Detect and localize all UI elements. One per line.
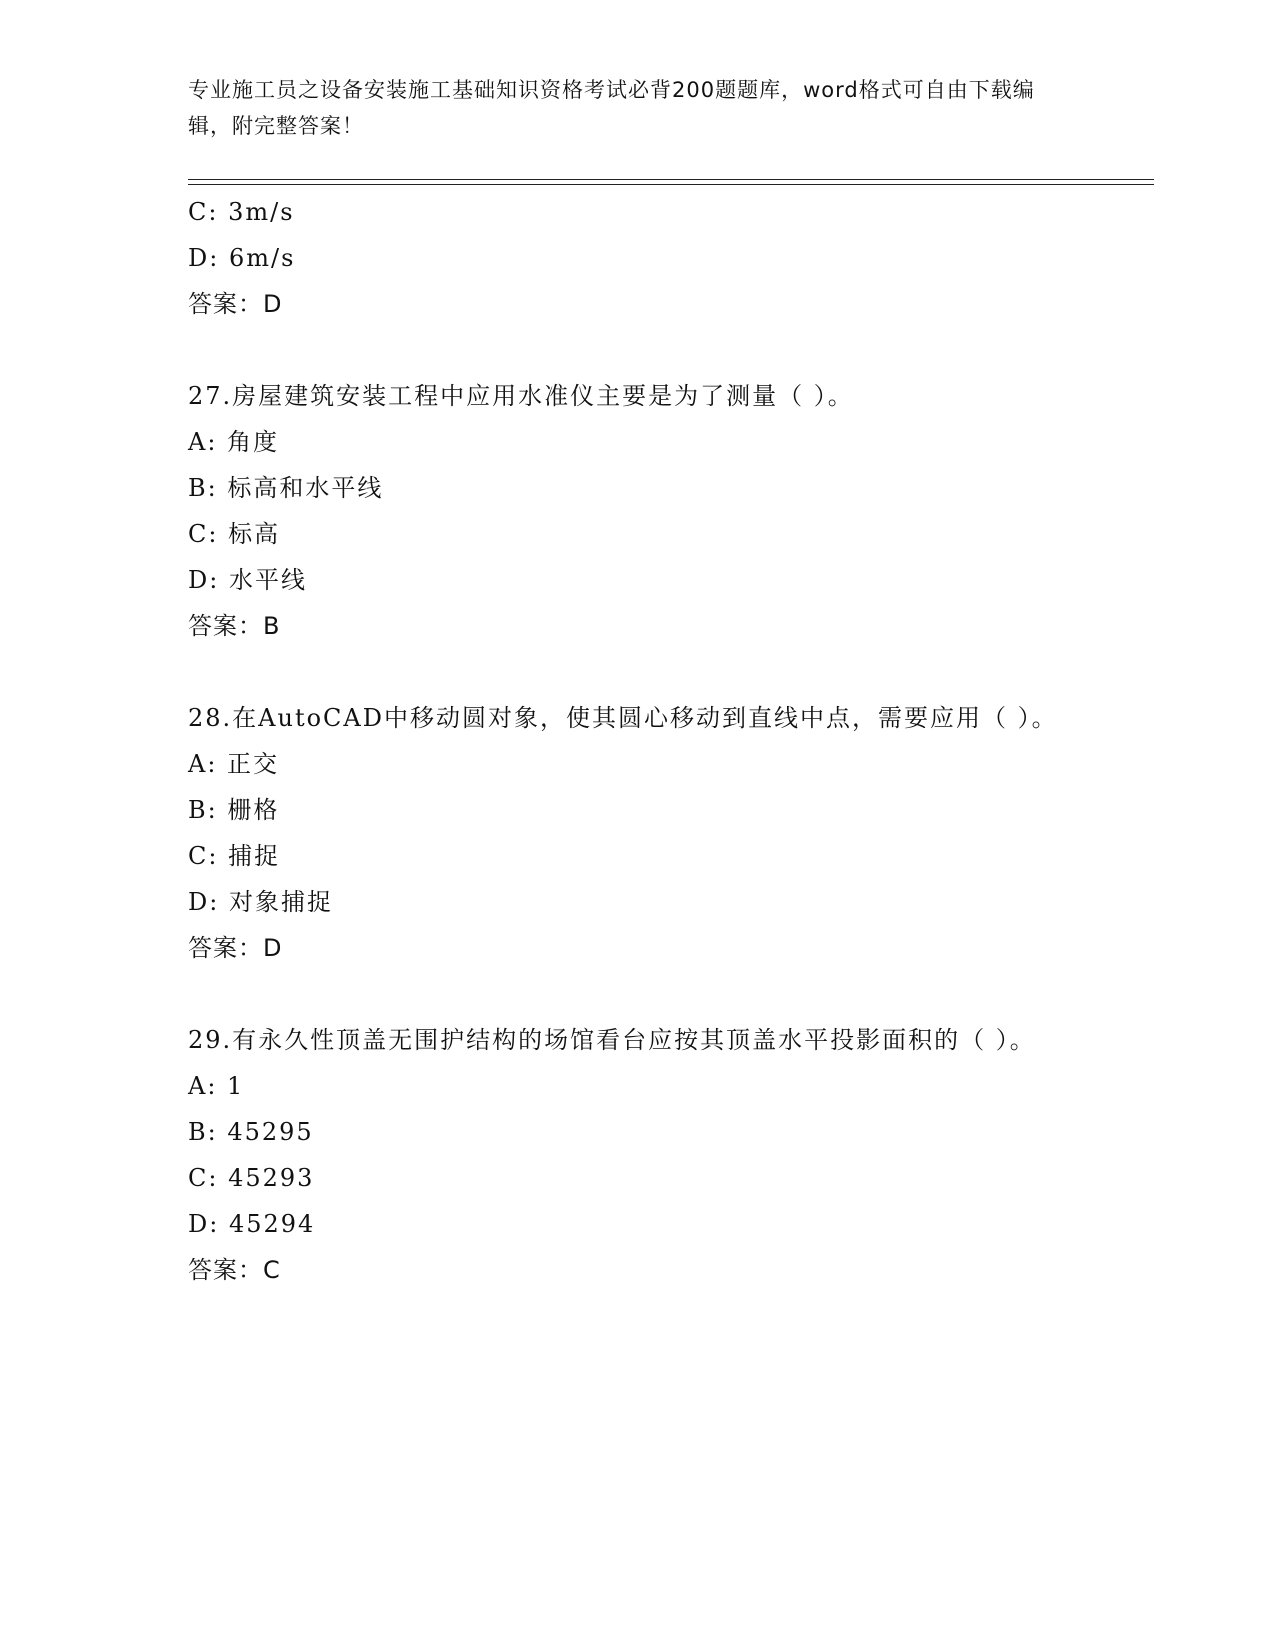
option-c: C: 45293 xyxy=(188,1164,315,1192)
question-stem: 29.有永久性顶盖无围护结构的场馆看台应按其顶盖水平投影面积的（ ）。 xyxy=(188,1026,1036,1054)
question-26-tail xyxy=(188,189,1088,327)
option-a: A: 1 xyxy=(188,1072,245,1100)
header-divider-top xyxy=(188,179,1154,180)
answer-label: 答案：C xyxy=(188,1256,281,1284)
option-d: D: 45294 xyxy=(188,1210,316,1238)
answer-label: 答案：D xyxy=(188,934,283,962)
option-b: B: 45295 xyxy=(188,1118,314,1146)
question-stem: 27.房屋建筑安装工程中应用水准仪主要是为了测量（ ）。 xyxy=(188,382,854,410)
question-27 xyxy=(188,373,1088,649)
option-c: C: 标高 xyxy=(188,520,281,548)
option-c: C: 3m/s xyxy=(188,198,295,226)
question-list xyxy=(188,189,1088,1293)
answer-label: 答案：D xyxy=(188,290,283,318)
question-stem: 28.在AutoCAD中移动圆对象，使其圆心移动到直线中点，需要应用（ ）。 xyxy=(188,704,1058,732)
option-d: D: 对象捕捉 xyxy=(188,888,333,916)
option-c: C: 捕捉 xyxy=(188,842,281,870)
question-29 xyxy=(188,1017,1088,1293)
option-a: A: 正交 xyxy=(188,750,280,778)
option-a: A: 角度 xyxy=(188,428,280,456)
document-header: 专业施工员之设备安装施工基础知识资格考试必背200题题库，word格式可自由下载编辑，附完整答案！ xyxy=(188,78,1035,138)
answer-label: 答案：B xyxy=(188,612,281,640)
option-b: B: 栅格 xyxy=(188,796,280,824)
header-divider-bottom xyxy=(188,184,1154,185)
question-28 xyxy=(188,695,1088,971)
option-b: B: 标高和水平线 xyxy=(188,474,384,502)
option-d: D: 水平线 xyxy=(188,566,307,594)
option-d: D: 6m/s xyxy=(188,244,296,272)
